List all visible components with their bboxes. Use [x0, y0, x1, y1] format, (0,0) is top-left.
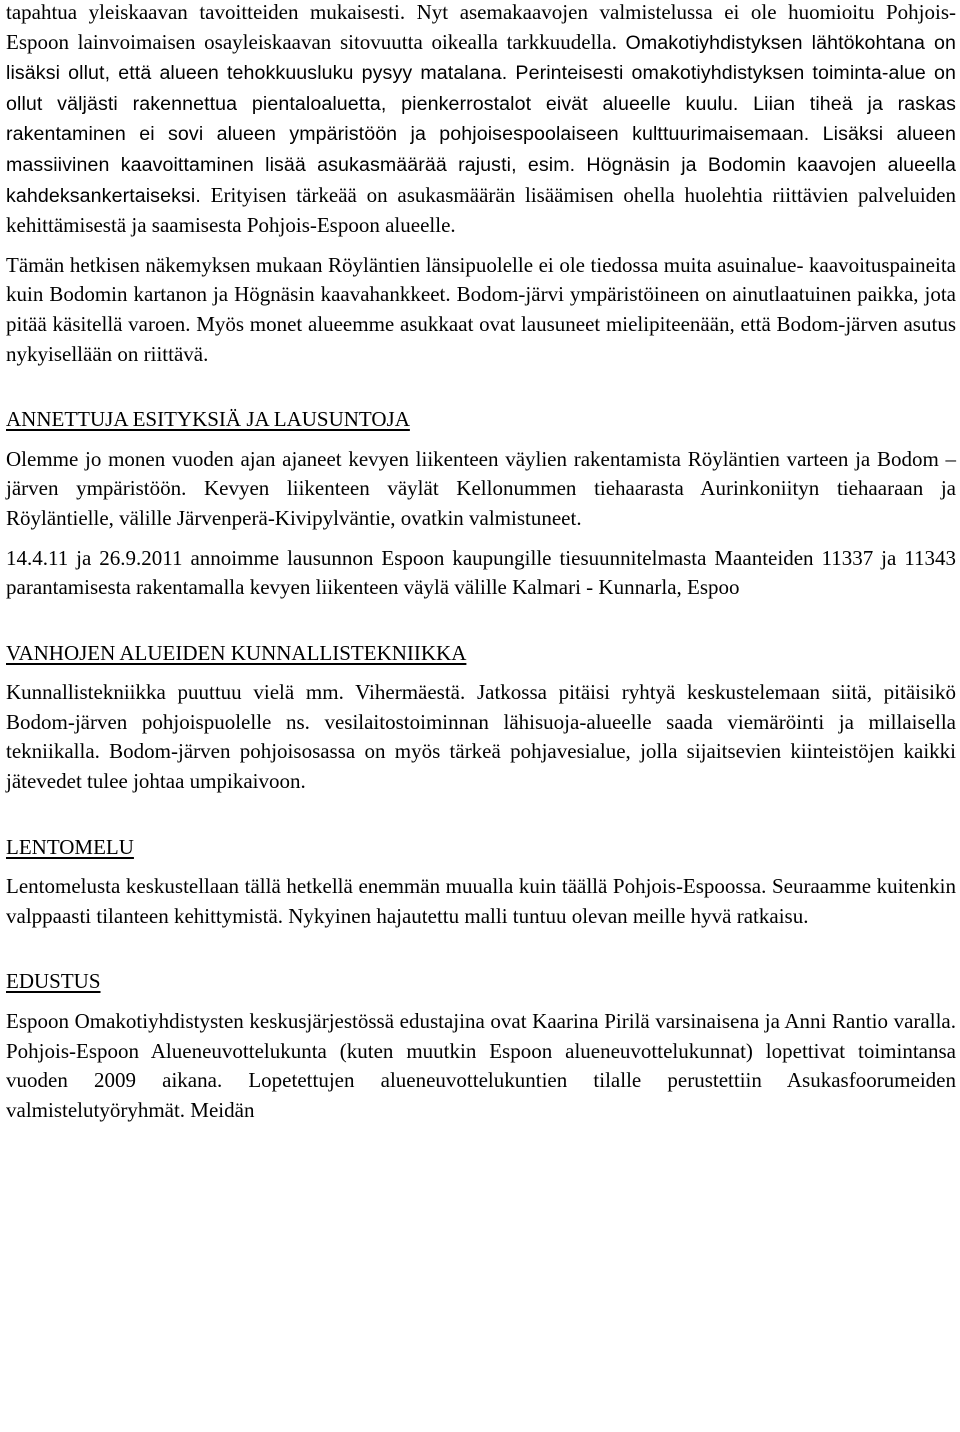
body-paragraph: Espoon Omakotiyhdistysten keskusjärjestössä edustajina ovat Kaarina Pirilä varsinaisena ja Anni Rantio varalla. Pohjois-Espoon Alueneuvottelukunta (kuten muutkin Espoon alueneuvottelukunnat) lopettivat toimintansa vuoden 2009 aikana. Lopetettujen alueneuvottelukuntien tilalle perustettiin Asukasfoorumeiden valmistelutyöryhmät. Meidän: [6, 1009, 956, 1122]
section-annettuja: [6, 405, 956, 603]
section-heading: EDUSTUS: [6, 969, 101, 994]
section-vanhojen: [6, 639, 956, 797]
body-paragraph: Kunnallistekniikka puuttuu vielä mm. Vihermäestä. Jatkossa pitäisi ryhtyä keskustelemaan siitä, pitäisikö Bodom-järven pohjoispuolelle ns. vesilaitostoiminnan lähisuoja-alueelle saada viemäröinti ja millaisella tekniikalla. Bodom-järven pohjoisosassa on myös tärkeä pohjavesialue, jolla sijaitsevien kiinteistöjen kaikki jätevedet tulee johtaa umpikaivoon.: [6, 680, 956, 794]
body-paragraph: Tämän hetkisen näkemyksen mukaan Röyläntien länsipuolelle ei ole tiedossa muita asuinalue- kaavoituspaineita kuin Bodomin kartanon ja Högnäsin kaavahankkeet. Bodom-järvi ympäristöineen on ainutlaatuinen paikka, jota pitää käsitellä varoen. Myös monet alueemme asukkaat ovat lausuneet mielipiteenään, että Bodom-järven asutus nykyisellään on riittävä.: [6, 252, 956, 366]
section-heading: VANHOJEN ALUEIDEN KUNNALLISTEKNIIKKA: [6, 640, 467, 665]
body-paragraph: 14.4.11 ja 26.9.2011 annoimme lausunnon Espoon kaupungille tiesuunnitelmasta Maanteiden 11337 ja 11343 parantamisesta rakentamalla kevyen liikenteen väylä välille Kalmari - Kunnarla, Espoo: [6, 545, 956, 600]
section-heading: ANNETTUJA ESITYKSIÄ JA LAUSUNTOJA: [6, 407, 410, 432]
section-edustus: [6, 967, 956, 1125]
intro-sans-text: Omakotiyhdistyksen lähtökohtana on lisäksi ollut, että alueen tehokkuusluku pysyy matalana. Perinteisesti omakotiyhdistyksen toiminta-alue on ollut väljästi rakennettua pientaloaluetta, pienkerrostalot eivät alueelle kuulu. Liian tiheä ja raskas rakentaminen ei sovi alueen ympäristöön ja pohjoisespoolaiseen kulttuurimaisemaan. Lisäksi alueen massiivinen kaavoittaminen lisää asukasmäärää rajusti, esim. Högnäsin ja Bodomin kaavojen alueella kahdeksankertaiseksi.: [6, 31, 957, 207]
intro-text: tapahtua yleiskaavan tavoitteiden mukaisesti. Nyt asemakaavojen valmistelussa ei ole huomioitu Pohjois-Espoon lainvoimaisen osayleiskaavan sitovuutta oikealla tarkkuudella.: [6, 0, 956, 54]
body-paragraph: Lentomelusta keskustellaan tällä hetkellä enemmän muualla kuin täällä Pohjois-Espoossa. Seuraamme kuitenkin valppaasti tilanteen kehittymistä. Nykyinen hajautettu malli tuntuu olevan meille hyvä ratkaisu.: [6, 874, 956, 928]
section-lentomelu: [6, 833, 956, 932]
section-heading: LENTOMELU: [6, 834, 134, 859]
body-paragraph: Olemme jo monen vuoden ajan ajaneet kevyen liikenteen väylien rakentamista Röyläntien varteen ja Bodom –järven ympäristöön. Kevyen liikenteen väylät Kellonummen tiehaarasta Aurinkoniityn tiehaaraan ja Röyläntielle, välille Järvenperä-Kivipylväntie, ovatkin valmistuneet.: [6, 446, 956, 530]
intro-tail-text: Erityisen tärkeää on asukasmäärän lisäämisen ohella huolehtia riittävien palveluiden kehittämisestä ja saamisesta Pohjois-Espoon alueelle.: [6, 182, 956, 238]
intro-paragraph: [6, 0, 956, 241]
